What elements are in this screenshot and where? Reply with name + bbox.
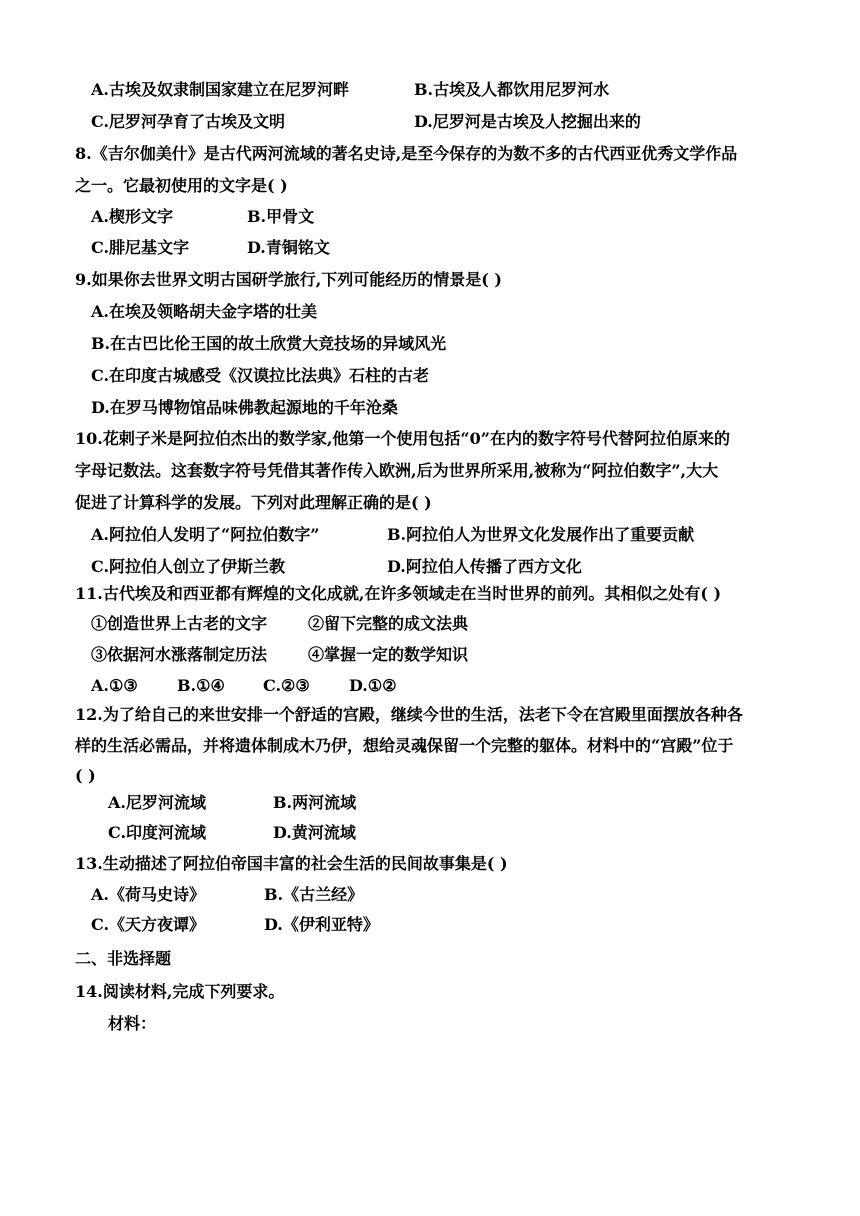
q10-option-a: A.阿拉伯人发明了“阿拉伯数字” <box>91 525 320 544</box>
q10-stem-line1: 10.花剌子米是阿拉伯杰出的数学家,他第一个使用包括“0”在内的数字符号代替阿拉伯原来的 <box>75 429 730 448</box>
q7-option-a: A.古埃及奴隶制国家建立在尼罗河畔 <box>91 80 349 99</box>
q8-stem-line1: 8.《吉尔伽美什》是古代两河流域的著名史诗,是至今保存的为数不多的古代西亚优秀文学作品 <box>75 144 738 163</box>
q7-option-d: D.尼罗河是古埃及人挖掘出来的 <box>414 112 641 131</box>
q11-item-3: ③依据河水涨落制定历法 <box>91 645 268 664</box>
q14-material-label: 材料： <box>108 1014 157 1033</box>
q13-option-c: C.《天方夜谭》 <box>91 915 206 934</box>
q8-option-d: D.青铜铭文 <box>247 238 330 257</box>
q10-stem-line2: 字母记数法。这套数字符号凭借其著作传入欧洲,后为世界所采用,被称为“阿拉伯数字”,大大 <box>75 461 719 480</box>
q12-stem-line2: 样的生活必需品，并将遗体制成木乃伊，想给灵魂保留一个完整的躯体。材料中的“宫殿”位于 <box>75 736 734 755</box>
q14-stem: 14.阅读材料,完成下列要求。 <box>75 982 285 1001</box>
q9-option-b: B.在古巴比伦王国的故土欣赏大竞技场的异域风光 <box>91 334 447 353</box>
q12-option-c: C.印度河流域 <box>108 823 207 842</box>
q8-option-a: A.楔形文字 <box>91 207 173 226</box>
q11-option-c: C.②③ <box>263 676 310 695</box>
q9-option-d: D.在罗马博物馆品味佛教起源地的千年沧桑 <box>91 398 398 417</box>
q12-option-a: A.尼罗河流域 <box>108 793 206 812</box>
q8-stem-line2: 之一。它最初使用的文字是( ) <box>75 176 288 195</box>
q8-option-b: B.甲骨文 <box>247 207 315 226</box>
q12-option-b: B.两河流域 <box>273 793 357 812</box>
q11-option-a: A.①③ <box>91 676 138 695</box>
section-title: 二、非选择题 <box>75 949 172 968</box>
q10-option-c: C.阿拉伯人创立了伊斯兰教 <box>91 557 286 576</box>
q13-option-a: A.《荷马史诗》 <box>91 885 205 904</box>
q12-stem-line3: ( ) <box>75 766 96 785</box>
q12-stem-line1: 12.为了给自己的来世安排一个舒适的宫殿，继续今世的生活，法老下令在宫殿里面摆放各种各 <box>75 705 743 724</box>
q10-stem-line3: 促进了计算科学的发展。下列对此理解正确的是( ) <box>75 493 432 512</box>
q10-option-b: B.阿拉伯人为世界文化发展作出了重要贡献 <box>387 525 695 544</box>
q13-option-b: B.《古兰经》 <box>264 885 364 904</box>
q11-item-2: ②留下完整的成文法典 <box>308 614 469 633</box>
q11-item-1: ①创造世界上古老的文字 <box>91 614 268 633</box>
q9-option-c: C.在印度古城感受《汉谟拉比法典》石柱的古老 <box>91 366 430 385</box>
q11-option-d: D.①② <box>349 676 397 695</box>
q11-option-b: B.①④ <box>177 676 225 695</box>
q9-option-a: A.在埃及领略胡夫金字塔的壮美 <box>91 302 317 321</box>
q7-option-c: C.尼罗河孕育了古埃及文明 <box>91 112 286 131</box>
q13-stem: 13.生动描述了阿拉伯帝国丰富的社会生活的民间故事集是( ) <box>75 854 508 873</box>
q8-option-c: C.腓尼基文字 <box>91 238 190 257</box>
q11-stem: 11.古代埃及和西亚都有辉煌的文化成就,在许多领域走在当时世界的前列。其相似之处有( ) <box>75 584 722 603</box>
q7-option-b: B.古埃及人都饮用尼罗河水 <box>414 80 610 99</box>
q9-stem: 9.如果你去世界文明古国研学旅行,下列可能经历的情景是( ) <box>75 270 502 289</box>
q12-option-d: D.黄河流域 <box>273 823 356 842</box>
q10-option-d: D.阿拉伯人传播了西方文化 <box>387 557 582 576</box>
q11-item-4: ④掌握一定的数学知识 <box>308 645 469 664</box>
q13-option-d: D.《伊利亚特》 <box>264 915 379 934</box>
